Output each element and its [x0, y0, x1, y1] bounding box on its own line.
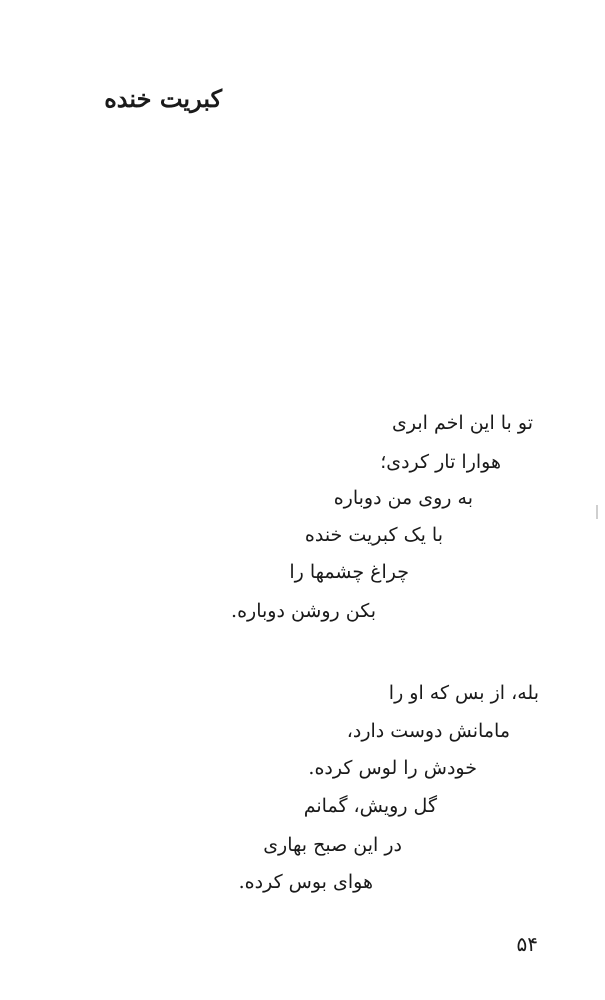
- poem-title: کبریت خنده: [104, 84, 222, 113]
- poem-line: به روی من دوباره: [333, 487, 473, 509]
- poem-line: هوای بوس کرده.: [238, 871, 373, 893]
- poem-line: بکن روشن دوباره.: [231, 600, 376, 622]
- page-number: ۵۴: [516, 932, 538, 956]
- poem-line: هوارا تار کردی؛: [380, 451, 501, 473]
- scan-artifact: [596, 505, 598, 519]
- poem-line: در این صبح بهاری: [263, 834, 402, 856]
- poem-line: گل رویش، گمانم: [303, 795, 437, 817]
- poem-line: خودش را لوس کرده.: [308, 757, 477, 779]
- poem-line: بله، از بس که او را: [388, 682, 539, 704]
- poem-line: چراغ چشمها را: [289, 561, 409, 583]
- poem-line: تو با این اخم ابری: [392, 412, 533, 434]
- poem-line: با یک کبریت خنده: [304, 524, 443, 546]
- poem-line: مامانش دوست دارد،: [346, 720, 510, 742]
